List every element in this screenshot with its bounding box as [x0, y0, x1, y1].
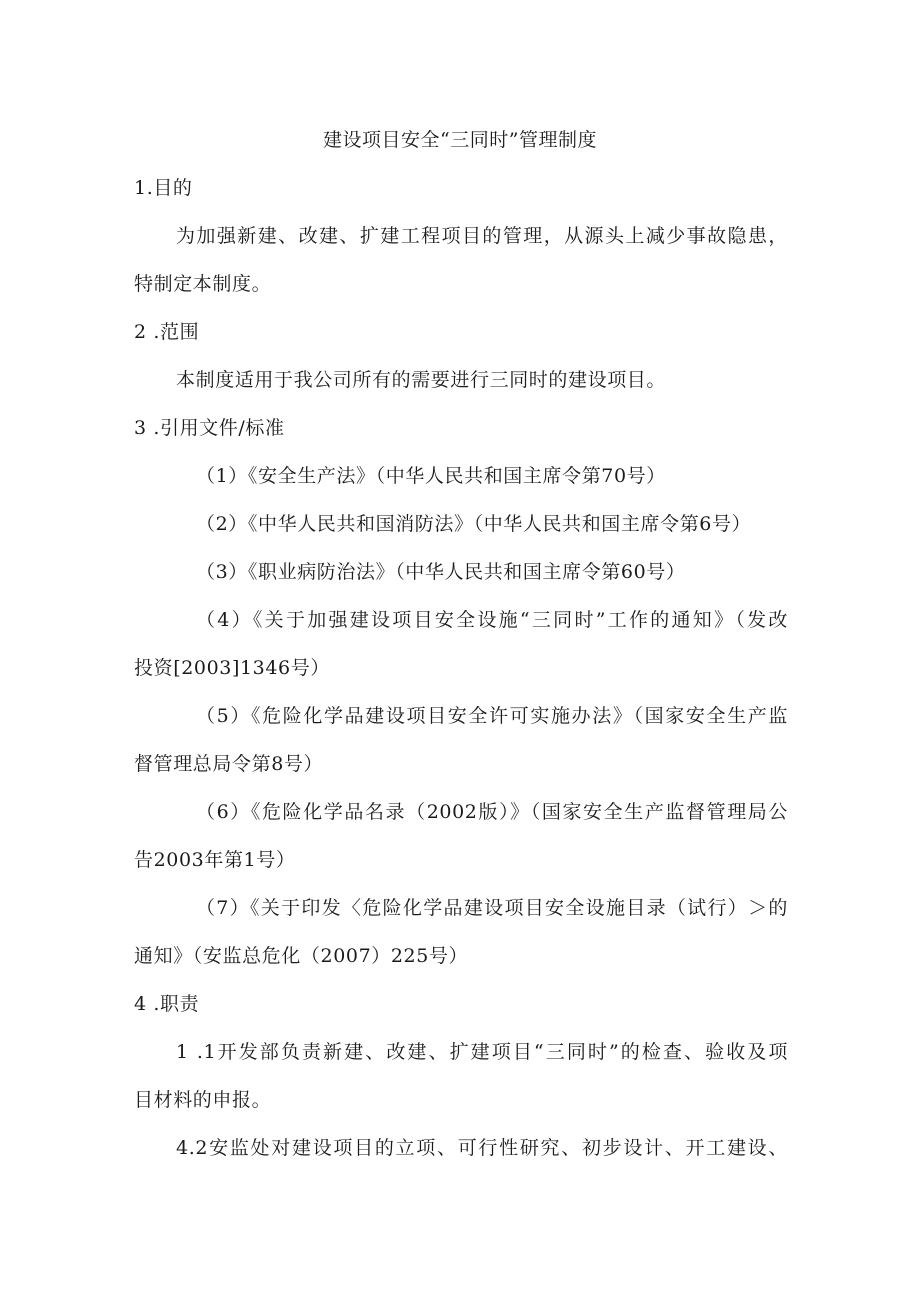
responsibility-item-1-line-2: 目材料的申报。 — [134, 1089, 272, 1111]
document-title: 建设项目安全“三同时”管理制度 — [323, 129, 597, 151]
reference-item-1: （1）《安全生产法》（中华人民共和国主席令第70号） — [196, 465, 666, 487]
reference-item-3: （3）《职业病防治法》（中华人民共和国主席令第60号） — [196, 561, 686, 583]
reference-item-7-line-1: （7）《关于印发〈危险化学品建设项目安全设施目录（试行）＞的 — [196, 897, 788, 919]
section-heading-references: 3 .引用文件/标准 — [134, 417, 285, 439]
purpose-paragraph-line-1: 为加强新建、改建、扩建工程项目的管理，从源头上减少事故隐患， — [176, 225, 788, 247]
reference-item-6-line-2: 告2003年第1号） — [134, 849, 296, 871]
purpose-paragraph-line-2: 特制定本制度。 — [134, 273, 272, 295]
responsibility-item-2-line-1: 4.2安监处对建设项目的立项、可行性研究、初步设计、开工建设、 — [176, 1137, 788, 1159]
reference-item-4-line-1: （4）《关于加强建设项目安全设施“三同时”工作的通知》（发改 — [196, 609, 788, 631]
scope-paragraph: 本制度适用于我公司所有的需要进行三同时的建设项目。 — [176, 369, 667, 391]
reference-item-7-line-2: 通知》（安监总危化（2007）225号） — [134, 945, 469, 967]
section-heading-responsibilities: 4 .职责 — [134, 993, 200, 1015]
reference-item-2: （2）《中华人民共和国消防法》（中华人民共和国主席令第6号） — [196, 513, 752, 535]
responsibility-item-1-line-1: 1 .1开发部负责新建、改建、扩建项目“三同时”的检查、验收及项 — [176, 1041, 788, 1063]
section-heading-purpose: 1.目的 — [134, 177, 193, 199]
reference-item-4-line-2: 投资[2003]1346号） — [134, 657, 330, 679]
reference-item-6-line-1: （6）《危险化学品名录（2002版）》（国家安全生产监督管理局公 — [196, 801, 788, 823]
section-heading-scope: 2 .范围 — [134, 321, 200, 343]
reference-item-5-line-1: （5）《危险化学品建设项目安全许可实施办法》（国家安全生产监 — [196, 705, 788, 727]
reference-item-5-line-2: 督管理总局令第8号） — [134, 753, 324, 775]
